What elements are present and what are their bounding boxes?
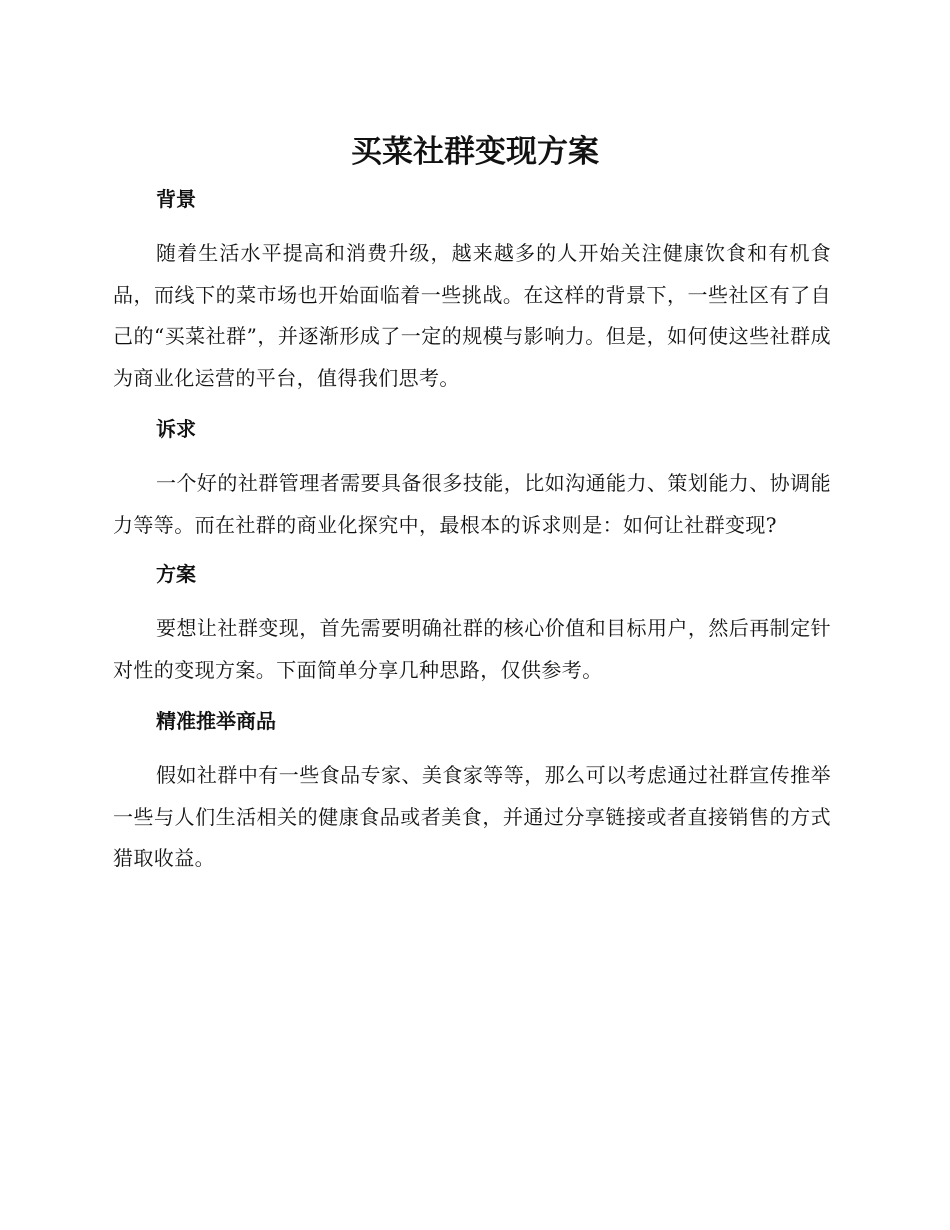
document-body xyxy=(113,180,831,880)
document-title: 买菜社群变现方案 xyxy=(351,134,599,170)
section-heading-background: 背景 xyxy=(156,187,196,211)
section-paragraph-plan: 要想让社群变现，首先需要明确社群的核心价值和目标用户，然后再制定针对性的变现方案。下面简单分享几种思路，仅供参考。 xyxy=(113,616,831,682)
section-paragraph-background: 随着生活水平提高和消费升级，越来越多的人开始关注健康饮食和有机食品，而线下的菜市场也开始面临着一些挑战。在这样的背景下，一些社区有了自己的“买菜社群”，并逐渐形成了一定的规模与影响力。但是，如何使这些社群成为商业化运营的平台，值得我们思考。 xyxy=(113,241,831,390)
section-heading-product-recommendation: 精准推举商品 xyxy=(156,709,276,733)
section-heading-demand: 诉求 xyxy=(156,417,196,441)
section-paragraph-product-recommendation: 假如社群中有一些食品专家、美食家等等，那么可以考虑通过社群宣传推举一些与人们生活相关的健康食品或者美食，并通过分享链接或者直接销售的方式猎取收益。 xyxy=(113,763,831,870)
section-heading-plan: 方案 xyxy=(156,562,196,586)
section-paragraph-demand: 一个好的社群管理者需要具备很多技能，比如沟通能力、策划能力、协调能力等等。而在社群的商业化探究中，最根本的诉求则是：如何让社群变现? xyxy=(113,471,831,537)
